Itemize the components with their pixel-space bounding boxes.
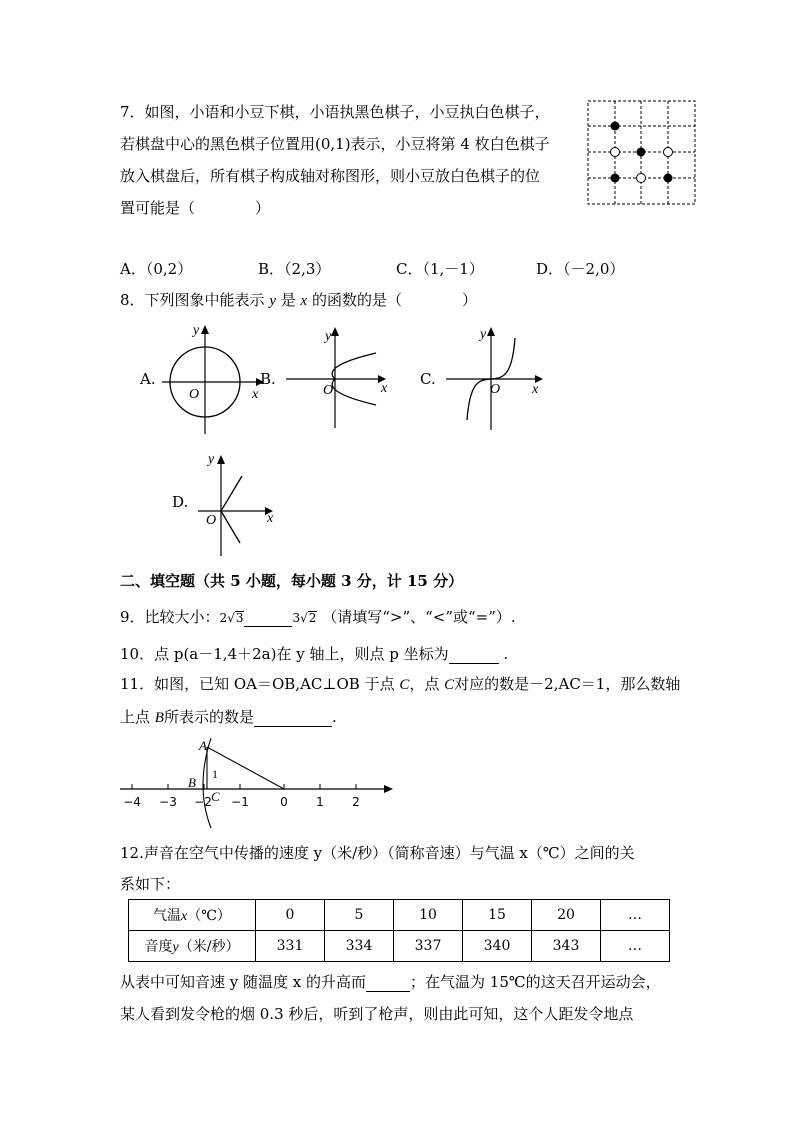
table-cell: 5 — [325, 900, 394, 931]
table-cell: 15 — [463, 900, 532, 931]
table-cell: 343 — [532, 931, 601, 962]
q7-line-3: 放入棋盘后，所有棋子构成轴对称图形，则小豆放白色棋子的位 — [120, 167, 541, 185]
origin-label: O — [189, 387, 200, 402]
q7-line-2: 若棋盘中心的黑色棋子位置用(0,1)表示，小豆将第 4 枚白色棋子 — [120, 135, 550, 153]
q12-line-1: 12.声音在空气中传播的速度 y（米/秒）（简称音速）与气温 x（℃）之间的关 — [120, 844, 635, 862]
table-cell: 20 — [532, 900, 601, 931]
segment-oa — [207, 747, 284, 789]
tick-label: −4 — [123, 795, 141, 809]
table-row — [129, 931, 670, 962]
graph-b-label: B. — [260, 370, 276, 388]
x-axis-label: x — [381, 381, 388, 396]
table-cell: 10 — [394, 900, 463, 931]
point-c-label: C — [211, 789, 220, 804]
table-cell: 337 — [394, 931, 463, 962]
x-axis-label: x — [252, 387, 259, 402]
length-label: 1 — [212, 767, 218, 781]
go-board-figure — [587, 100, 697, 206]
origin-label: O — [490, 382, 501, 397]
tick-label: −1 — [231, 795, 249, 809]
black-stone — [664, 174, 673, 183]
table-row — [129, 900, 670, 931]
q10-answer-blank[interactable] — [449, 645, 499, 664]
q12-line-4: 某人看到发令枪的烟 0.3 秒后，听到了枪声，则由此可知，这个人距发令地点 — [120, 1005, 634, 1023]
table-cell: 334 — [325, 931, 394, 962]
graph-b-parabola — [283, 320, 395, 430]
question-9: 9．比较大小：2√3 3√2 （请填写“>”、“<”或“=”）. — [120, 608, 516, 626]
white-stone — [637, 174, 646, 183]
white-stone — [611, 148, 620, 157]
y-axis-label: y — [325, 329, 332, 344]
origin-label: O — [206, 513, 217, 528]
q9-answer-blank[interactable] — [244, 608, 292, 627]
y-axis-label: y — [208, 452, 215, 467]
row-header-temperature: 气温x（℃） — [129, 900, 256, 931]
y-axis-label: y — [480, 327, 487, 342]
option-b: B．（2,3） — [258, 260, 331, 278]
black-stone — [637, 148, 646, 157]
option-c: C．（1,－1） — [396, 260, 484, 278]
option-d: D．（－2,0） — [536, 260, 625, 278]
white-stone — [664, 148, 673, 157]
q11-answer-blank[interactable] — [254, 708, 332, 727]
number-line-figure — [115, 732, 400, 830]
table-cell: 340 — [463, 931, 532, 962]
q8-stem: 8．下列图象中能表示 y 是 x 的函数的是（ ） — [120, 291, 477, 309]
tick-label: 1 — [316, 795, 324, 809]
graph-a-label: A. — [140, 370, 156, 388]
table-cell: … — [601, 931, 670, 962]
table-cell: … — [601, 900, 670, 931]
row-header-speed: 音度y（米/秒） — [129, 931, 256, 962]
origin-label: O — [323, 383, 334, 398]
option-a: A．（0,2） — [120, 260, 193, 278]
graph-a-circle — [162, 320, 272, 436]
x-axis-label: x — [532, 382, 539, 397]
table-cell: 0 — [256, 900, 325, 931]
black-stone — [611, 122, 620, 131]
q7-line-1: 7．如图，小语和小豆下棋，小语执黑色棋子，小豆执白色棋子， — [120, 103, 550, 121]
graph-c-label: C. — [420, 370, 436, 388]
tick-label: −3 — [159, 795, 177, 809]
black-stone — [611, 174, 620, 183]
tick-label: 0 — [280, 795, 288, 809]
tick-label: −2 — [194, 795, 212, 809]
x-axis-label: x — [267, 511, 274, 526]
q11-line-2: 上点 B所表示的数是 . — [120, 708, 337, 726]
table-cell: 331 — [256, 931, 325, 962]
question-10: 10．点 p(a－1,4＋2a)在 y 轴上，则点 p 坐标为 . — [120, 645, 509, 663]
temperature-speed-table — [128, 899, 670, 962]
q12-line-3: 从表中可知音速 y 随温度 x 的升高而 ；在气温为 15℃的这天召开运动会， — [120, 973, 661, 991]
q11-line-1: 11．如图，已知 OA＝OB,AC⊥OB 于点 C，点 C对应的数是－2,AC＝1，那么数轴 — [120, 675, 681, 693]
graph-c-cubic — [442, 320, 550, 432]
tick-label: 2 — [352, 795, 360, 809]
y-axis-label: y — [193, 323, 200, 338]
point-b-label: B — [188, 775, 196, 790]
graph-d-label: D. — [172, 493, 189, 511]
point-a-label: A — [199, 738, 207, 753]
section-2-title: 二、填空题（共 5 小题，每小题 3 分，计 15 分） — [120, 572, 464, 590]
q12-answer-blank[interactable] — [366, 973, 410, 992]
q12-line-2: 系如下： — [120, 875, 181, 893]
q7-line-4: 置可能是（ ） — [120, 199, 271, 217]
graph-d-lines — [195, 448, 285, 558]
